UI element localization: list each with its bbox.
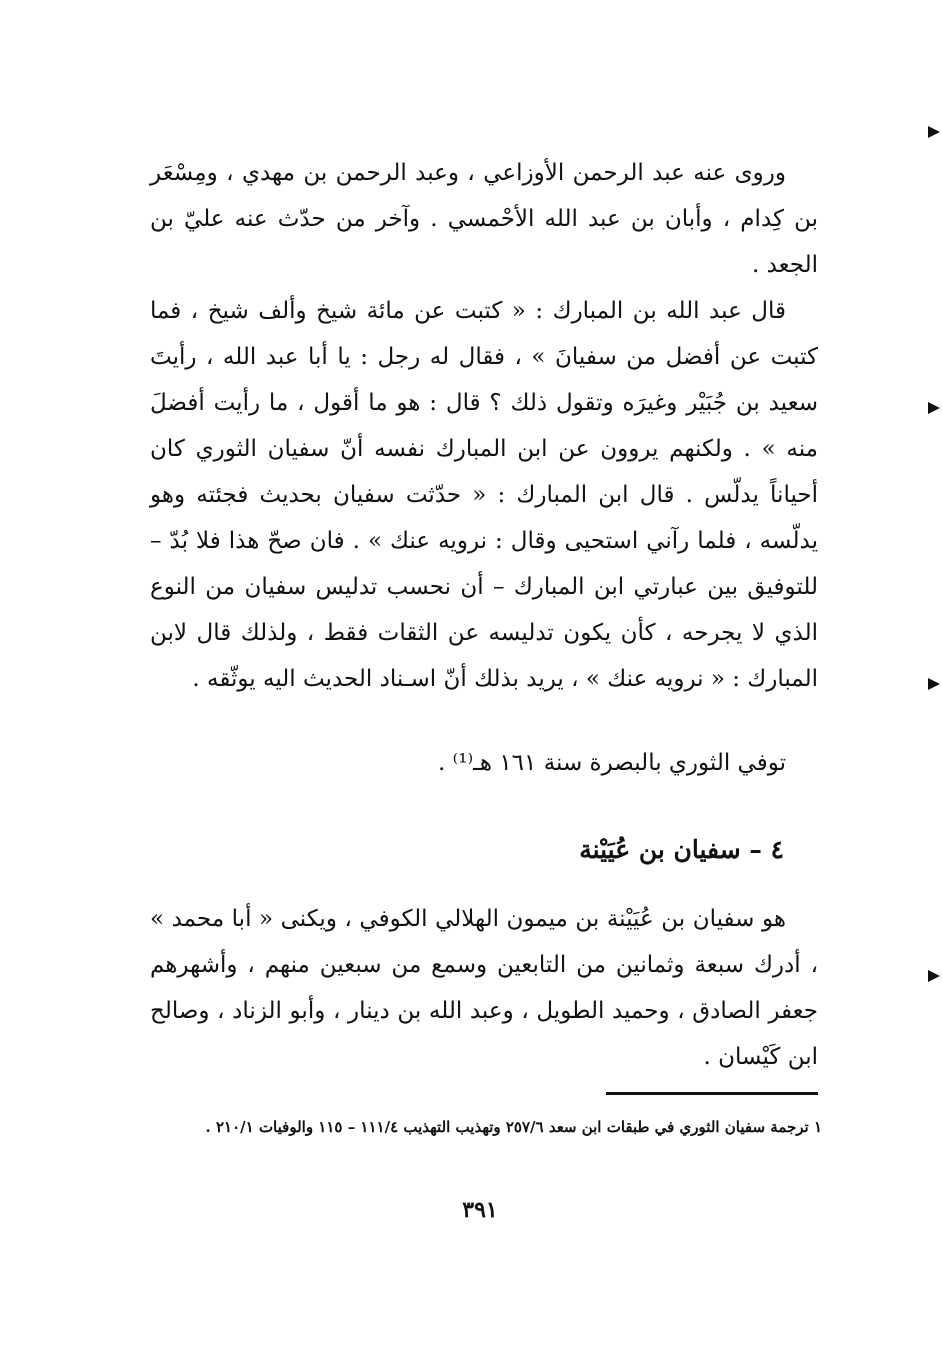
page-number: ٣٩١ <box>462 1197 498 1223</box>
paragraph-text: توفي الثوري بالبصرة سنة ١٦١ هـ⁽¹⁾ . <box>437 750 786 776</box>
page-edge-mark <box>928 678 940 690</box>
section-heading: ٤ – سفيان بن عُيَيْنة <box>579 835 784 864</box>
body-paragraph-ibn-al-mubarak <box>150 288 818 702</box>
page-edge-mark <box>928 126 940 138</box>
footnote <box>150 1112 822 1142</box>
paragraph-text: قال عبد الله بن المبارك : « كتبت عن مائة شيخ وألف شيخ ، فما كتبت عن أفضل من سفيانَ » ، فقال له رجل : يا أبا عبد الله ، رأيتَ سعيد بن جُبَيْر وغيرَه وتقول ذلك ؟ قال : هو ما أقول ، ما رأيت أفضلَ منه » . ولكنهم يروون عن ابن المبارك نفسه أنّ سفيان الثوري كان أحياناً يدلّس . قال ابن المبارك : « حدّثت سفيان بحديث فجئته وهو يدلّسه ، فلما رآني استحيى وقال : نرويه عنك » . فان صحّ هذا فلا بُدّ – للتوفيق بين عبارتي ابن المبارك – أن نحسب تدليس سفيان من النوع الذي لا يجرحه ، كأن يكون تدليسه عن الثقات فقط ، ولذلك قال لابن المبارك : « نرويه عنك » ، يريد بذلك أنّ اسـناد الحديث اليه يوثّقه . <box>150 298 818 692</box>
paragraph-text: وروى عنه عبد الرحمن الأوزاعي ، وعبد الرحمن بن مهدي ، ومِسْعَر بن كِدام ، وأبان بن عبد الله الأحْمسي . وآخر من حدّث عنه عليّ بن الجعد . <box>150 160 818 278</box>
page-edge-mark <box>928 402 940 414</box>
body-paragraph-death <box>150 740 818 786</box>
footnote-text: ١ ترجمة سفيان الثوري في طبقات ابن سعد ٢٥٧/٦ وتهذيب التهذيب ١١١/٤ – ١١٥ والوفيات ٢١٠/١ . <box>205 1118 822 1136</box>
footnote-divider <box>606 1092 818 1095</box>
page-edge-mark <box>928 970 940 982</box>
body-paragraph-narrators <box>150 150 818 288</box>
body-paragraph-ibn-uyayna <box>150 896 818 1080</box>
paragraph-text: هو سفيان بن عُيَيْنة بن ميمون الهلالي الكوفي ، ويكنى « أبا محمد » ، أدرك سبعة وثمانين من التابعين وسمع من سبعين منهم ، وأشهرهم جعفر الصادق ، وحميد الطويل ، وعبد الله بن دينار ، وأبو الزناد ، وصالح ابن كَيْسان . <box>150 906 818 1070</box>
